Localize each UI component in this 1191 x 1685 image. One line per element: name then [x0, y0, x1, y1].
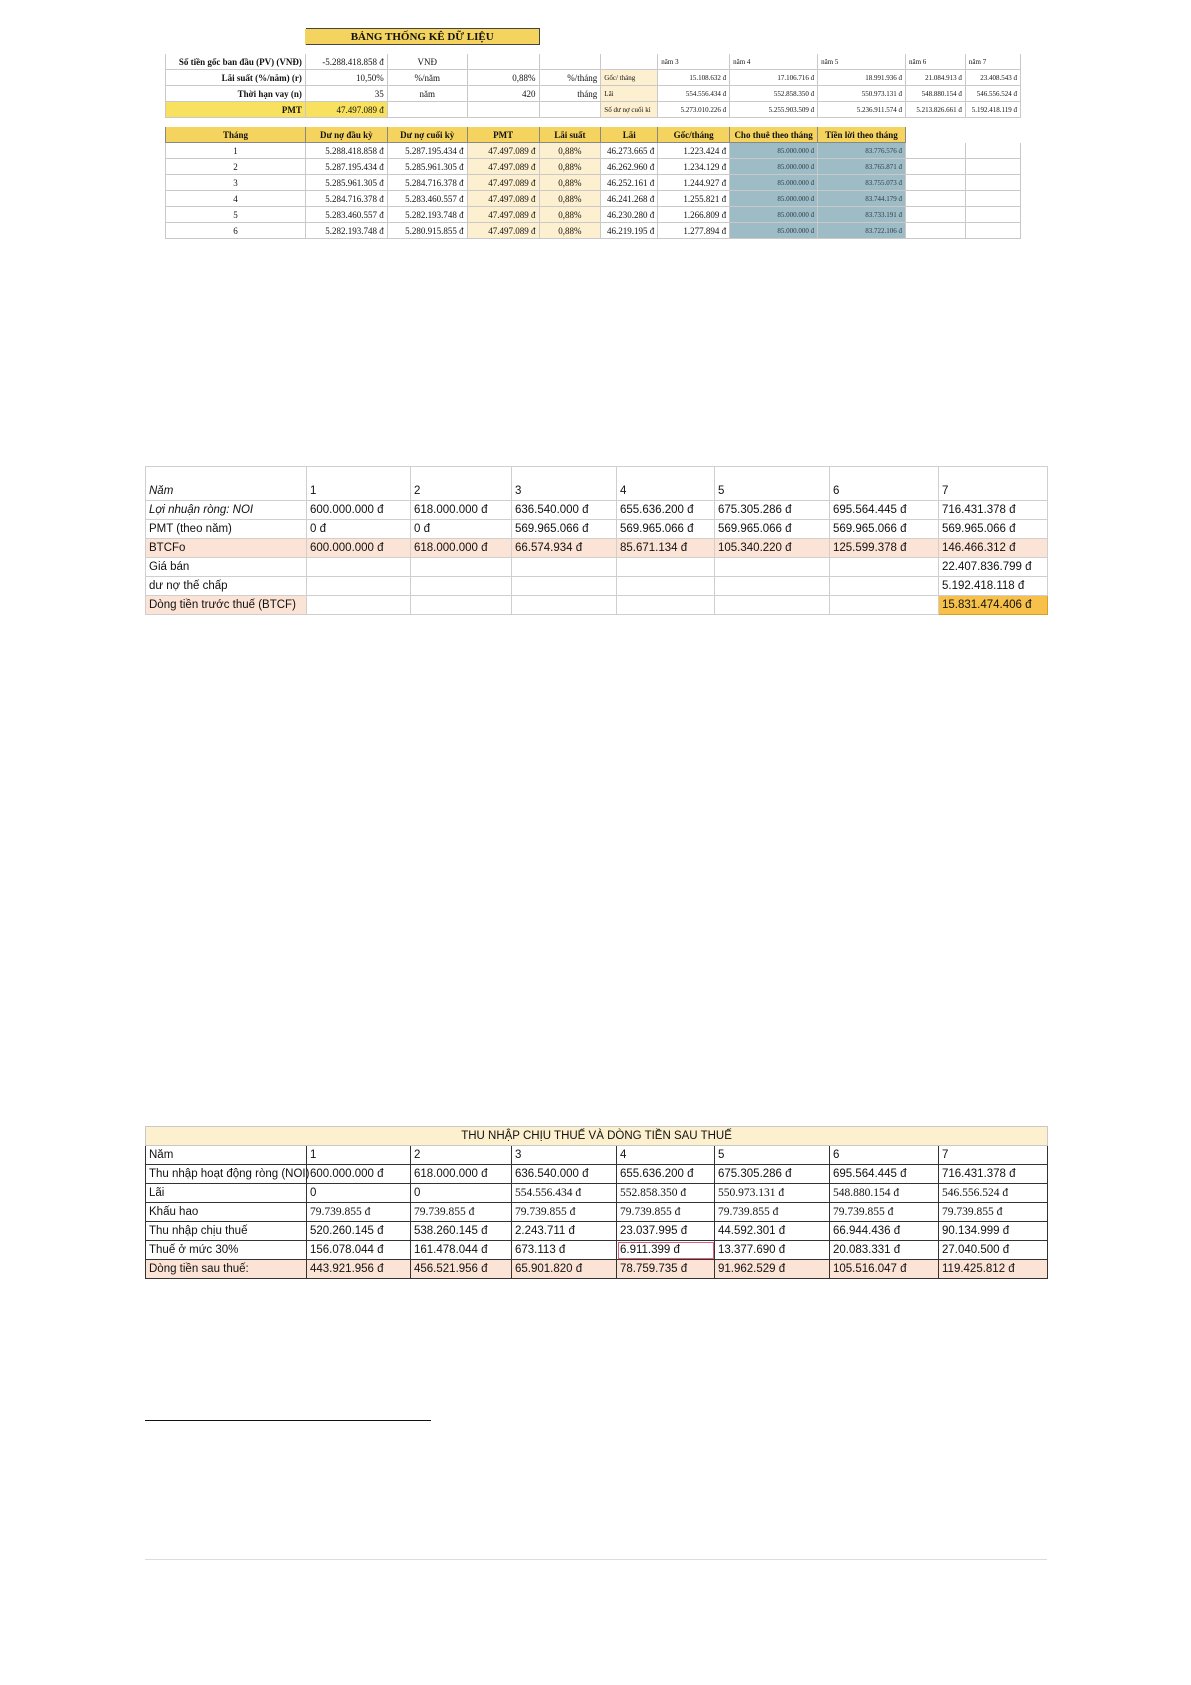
schedule-cell[interactable]: 83.765.871 đ	[818, 159, 906, 175]
table-cell[interactable]: 79.739.855 đ	[617, 1203, 715, 1222]
schedule-cell[interactable]: 85.000.000 đ	[730, 143, 818, 159]
table-cell: Thuế ở mức 30%	[146, 1241, 307, 1260]
schedule-cell[interactable]: 85.000.000 đ	[730, 207, 818, 223]
schedule-header: Cho thuê theo tháng	[730, 127, 818, 143]
table-cell[interactable]: 552.858.350 đ	[617, 1184, 715, 1203]
schedule-cell[interactable]: 5.283.460.557 đ	[305, 207, 387, 223]
btcf-sale-row	[146, 558, 1048, 577]
schedule-header: Tháng	[166, 127, 306, 143]
table-cell: Giá bán	[146, 558, 307, 577]
table-cell[interactable]: 618.000.000 đ	[411, 539, 512, 558]
term-value[interactable]: 35	[305, 86, 387, 102]
year-row-label: Số dư nợ cuối kì	[601, 102, 658, 118]
table-cell[interactable]: 0 đ	[411, 520, 512, 539]
schedule-cell[interactable]: 83.722.106 đ	[818, 223, 906, 239]
atcf-header-cell: 4	[617, 1146, 715, 1165]
schedule-cell[interactable]: 46.219.195 đ	[601, 223, 658, 239]
rate-month-value[interactable]: 0,88%	[467, 70, 539, 86]
sheet-title: BẢNG THỐNG KÊ DỮ LIỆU	[305, 29, 539, 45]
atcf-interest-row	[146, 1184, 1048, 1203]
schedule-cell[interactable]: 47.497.089 đ	[467, 191, 539, 207]
atcf-taxable-row	[146, 1222, 1048, 1241]
schedule-header: Gốc/tháng	[658, 127, 730, 143]
atcf-table	[145, 1126, 1048, 1279]
table-cell[interactable]: 79.739.855 đ	[307, 1203, 411, 1222]
table-cell[interactable]: 65.901.820 đ	[512, 1260, 617, 1279]
table-cell[interactable]: 675.305.286 đ	[715, 1165, 830, 1184]
schedule-header: Dư nợ đầu kỳ	[305, 127, 387, 143]
table-cell[interactable]: 695.564.445 đ	[830, 501, 939, 520]
table-cell[interactable]: 618.000.000 đ	[411, 501, 512, 520]
schedule-cell[interactable]: 0,88%	[539, 159, 601, 175]
table-cell: Khấu hao	[146, 1203, 307, 1222]
schedule-header: Dư nợ cuối kỳ	[387, 127, 467, 143]
schedule-row	[166, 159, 1021, 175]
table-cell[interactable]: 636.540.000 đ	[512, 501, 617, 520]
table-cell[interactable]: 569.965.066 đ	[715, 520, 830, 539]
schedule-cell[interactable]: 47.497.089 đ	[467, 223, 539, 239]
schedule-cell[interactable]: 83.755.073 đ	[818, 175, 906, 191]
schedule-cell[interactable]: 1	[166, 143, 306, 159]
schedule-cell[interactable]: 47.497.089 đ	[467, 175, 539, 191]
table-cell[interactable]: 520.260.145 đ	[307, 1222, 411, 1241]
table-cell[interactable]: 66.574.934 đ	[512, 539, 617, 558]
btcf-header-cell: 2	[411, 467, 512, 501]
table-cell[interactable]: 675.305.286 đ	[715, 501, 830, 520]
year-cell[interactable]: 15.108.632 đ	[658, 70, 730, 86]
table-cell[interactable]: 695.564.445 đ	[830, 1165, 939, 1184]
year-cell[interactable]: 5.192.418.119 đ	[965, 102, 1020, 118]
schedule-cell[interactable]: 5.283.460.557 đ	[387, 191, 467, 207]
btcf-header-cell: 6	[830, 467, 939, 501]
rate-label: Lãi suất (%/năm) (r)	[166, 70, 306, 86]
schedule-cell[interactable]: 1.223.424 đ	[658, 143, 730, 159]
pmt-label: PMT	[166, 102, 306, 118]
footnote-separator	[145, 1420, 431, 1421]
year-cell[interactable]: 21.084.913 đ	[905, 70, 965, 86]
rate-value[interactable]: 10,50%	[305, 70, 387, 86]
schedule-cell[interactable]: 5.280.915.855 đ	[387, 223, 467, 239]
table-cell: Thu nhập chịu thuế	[146, 1222, 307, 1241]
table-cell[interactable]: 636.540.000 đ	[512, 1165, 617, 1184]
table-cell[interactable]: 618.000.000 đ	[411, 1165, 512, 1184]
schedule-row	[166, 191, 1021, 207]
pv-label: Số tiền gốc ban đầu (PV) (VNĐ)	[166, 54, 306, 70]
table-cell[interactable]: 79.739.855 đ	[411, 1203, 512, 1222]
table-cell[interactable]: 569.965.066 đ	[617, 520, 715, 539]
term-unit: năm	[387, 86, 467, 102]
table-cell[interactable]: 673.113 đ	[512, 1241, 617, 1260]
btcf-total-row	[146, 596, 1048, 615]
year-cell[interactable]: 5.236.911.574 đ	[818, 102, 906, 118]
table-cell[interactable]: 156.078.044 đ	[307, 1241, 411, 1260]
table-cell[interactable]: 600.000.000 đ	[307, 501, 411, 520]
atcf-header-cell: 1	[307, 1146, 411, 1165]
year-cell[interactable]: 554.556.434 đ	[658, 86, 730, 102]
year-header: năm 6	[905, 54, 965, 70]
table-cell[interactable]: 569.965.066 đ	[512, 520, 617, 539]
term-months-unit: tháng	[539, 86, 601, 102]
table-cell[interactable]: 716.431.378 đ	[939, 501, 1048, 520]
btcf-header-cell: Năm	[146, 467, 307, 501]
schedule-cell[interactable]: 46.273.665 đ	[601, 143, 658, 159]
schedule-header: Lãi suất	[539, 127, 601, 143]
atcf-title: THU NHẬP CHỊU THUẾ VÀ DÒNG TIỀN SAU THUẾ	[146, 1127, 1048, 1146]
table-cell[interactable]: 79.739.855 đ	[715, 1203, 830, 1222]
atcf-depreciation-row	[146, 1203, 1048, 1222]
table-cell: BTCFo	[146, 539, 307, 558]
schedule-cell[interactable]: 47.497.089 đ	[467, 159, 539, 175]
schedule-cell[interactable]: 85.000.000 đ	[730, 191, 818, 207]
schedule-cell[interactable]: 46.230.280 đ	[601, 207, 658, 223]
table-cell[interactable]: 548.880.154 đ	[830, 1184, 939, 1203]
term-months-value[interactable]: 420	[467, 86, 539, 102]
schedule-cell[interactable]: 0,88%	[539, 175, 601, 191]
atcf-total-row	[146, 1260, 1048, 1279]
schedule-header: Lãi	[601, 127, 658, 143]
schedule-cell[interactable]: 2	[166, 159, 306, 175]
atcf-header-cell: 3	[512, 1146, 617, 1165]
table-cell[interactable]: 66.944.436 đ	[830, 1222, 939, 1241]
table-cell: dư nợ thế chấp	[146, 577, 307, 596]
year-row-label: Lãi	[601, 86, 658, 102]
table-cell: PMT (theo năm)	[146, 520, 307, 539]
btcf-btcfo-row	[146, 539, 1048, 558]
schedule-row	[166, 207, 1021, 223]
schedule-cell[interactable]: 5.282.193.748 đ	[305, 223, 387, 239]
btcf-header-cell: 1	[307, 467, 411, 501]
schedule-cell[interactable]: 47.497.089 đ	[467, 207, 539, 223]
schedule-cell[interactable]: 5.287.195.434 đ	[387, 143, 467, 159]
table-cell[interactable]: 15.831.474.406 đ	[939, 596, 1048, 615]
table-cell[interactable]: 655.636.200 đ	[617, 501, 715, 520]
atcf-noi-row	[146, 1165, 1048, 1184]
atcf-header-row	[146, 1146, 1048, 1165]
schedule-header: PMT	[467, 127, 539, 143]
schedule-cell[interactable]: 83.733.191 đ	[818, 207, 906, 223]
year-cell[interactable]: 5.255.903.509 đ	[730, 102, 818, 118]
atcf-header-cell: 2	[411, 1146, 512, 1165]
year-cell[interactable]: 5.273.010.226 đ	[658, 102, 730, 118]
table-cell[interactable]: 0 đ	[307, 520, 411, 539]
schedule-cell[interactable]: 85.000.000 đ	[730, 159, 818, 175]
schedule-row	[166, 223, 1021, 239]
table-cell[interactable]: 2.243.711 đ	[512, 1222, 617, 1241]
pmt-value[interactable]: 47.497.089 đ	[305, 102, 387, 118]
year-cell[interactable]: 548.880.154 đ	[905, 86, 965, 102]
table-cell[interactable]: 569.965.066 đ	[939, 520, 1048, 539]
schedule-row	[166, 175, 1021, 191]
year-row-label: Gốc/ tháng	[601, 70, 658, 86]
atcf-tax-row	[146, 1241, 1048, 1260]
table-cell[interactable]: 44.592.301 đ	[715, 1222, 830, 1241]
table-cell[interactable]: 22.407.836.799 đ	[939, 558, 1048, 577]
table-cell[interactable]: 90.134.999 đ	[939, 1222, 1048, 1241]
btcf-mortgage-row	[146, 577, 1048, 596]
table-cell[interactable]: 0	[307, 1184, 411, 1203]
table-cell[interactable]: 78.759.735 đ	[617, 1260, 715, 1279]
table-cell[interactable]: 550.973.131 đ	[715, 1184, 830, 1203]
table-cell[interactable]: 79.739.855 đ	[830, 1203, 939, 1222]
table-cell[interactable]: 5.192.418.118 đ	[939, 577, 1048, 596]
table-cell: Lãi	[146, 1184, 307, 1203]
rate-unit: %/năm	[387, 70, 467, 86]
table-cell[interactable]: 554.556.434 đ	[512, 1184, 617, 1203]
table-cell[interactable]: 20.083.331 đ	[830, 1241, 939, 1260]
schedule-cell[interactable]: 1.266.809 đ	[658, 207, 730, 223]
schedule-cell[interactable]: 5.285.961.305 đ	[387, 159, 467, 175]
table-cell[interactable]: 146.466.312 đ	[939, 539, 1048, 558]
btcf-header-row	[146, 467, 1048, 501]
schedule-cell[interactable]: 83.776.576 đ	[818, 143, 906, 159]
schedule-row	[166, 143, 1021, 159]
selected-cell[interactable]: 6.911.399 đ	[617, 1241, 715, 1260]
schedule-cell[interactable]: 46.252.161 đ	[601, 175, 658, 191]
schedule-cell[interactable]: 0,88%	[539, 191, 601, 207]
loan-data-sheet-screenshot	[165, 28, 1021, 236]
pv-value[interactable]: -5.288.418.858 đ	[305, 54, 387, 70]
year-cell[interactable]: 17.106.716 đ	[730, 70, 818, 86]
year-header: năm 5	[818, 54, 906, 70]
btcf-header-cell: 5	[715, 467, 830, 501]
schedule-cell[interactable]: 5.284.716.378 đ	[387, 175, 467, 191]
table-cell[interactable]: 125.599.378 đ	[830, 539, 939, 558]
schedule-cell[interactable]: 0,88%	[539, 223, 601, 239]
schedule-cell[interactable]: 1.234.129 đ	[658, 159, 730, 175]
year-cell[interactable]: 23.408.543 đ	[965, 70, 1020, 86]
term-label: Thời hạn vay (n)	[166, 86, 306, 102]
schedule-cell[interactable]: 5	[166, 207, 306, 223]
table-cell[interactable]: 600.000.000 đ	[307, 539, 411, 558]
schedule-cell[interactable]: 5.288.418.858 đ	[305, 143, 387, 159]
year-cell[interactable]: 5.213.826.661 đ	[905, 102, 965, 118]
btcf-header-cell: 3	[512, 467, 617, 501]
schedule-cell[interactable]: 0,88%	[539, 207, 601, 223]
schedule-cell[interactable]: 0,88%	[539, 143, 601, 159]
table-cell[interactable]: 538.260.145 đ	[411, 1222, 512, 1241]
btcf-table	[145, 466, 1048, 615]
loan-data-table	[165, 28, 1021, 239]
table-cell[interactable]: 105.516.047 đ	[830, 1260, 939, 1279]
year-cell[interactable]: 546.556.524 đ	[965, 86, 1020, 102]
schedule-cell[interactable]: 5.285.961.305 đ	[305, 175, 387, 191]
table-cell[interactable]: 23.037.995 đ	[617, 1222, 715, 1241]
atcf-header-cell: 5	[715, 1146, 830, 1165]
table-cell[interactable]: 600.000.000 đ	[307, 1165, 411, 1184]
year-header: năm 3	[658, 54, 730, 70]
table-cell[interactable]: 546.556.524 đ	[939, 1184, 1048, 1203]
schedule-header: Tiền lời theo tháng	[818, 127, 906, 143]
atcf-header-cell: 7	[939, 1146, 1048, 1165]
atcf-header-cell: Năm	[146, 1146, 307, 1165]
schedule-cell[interactable]: 5.287.195.434 đ	[305, 159, 387, 175]
table-cell[interactable]: 91.962.529 đ	[715, 1260, 830, 1279]
schedule-cell[interactable]: 46.241.268 đ	[601, 191, 658, 207]
btcf-header-cell: 4	[617, 467, 715, 501]
schedule-cell[interactable]: 46.262.960 đ	[601, 159, 658, 175]
table-cell[interactable]: 456.521.956 đ	[411, 1260, 512, 1279]
table-cell[interactable]: 0	[411, 1184, 512, 1203]
btcf-header-cell: 7	[939, 467, 1048, 501]
schedule-cell[interactable]: 3	[166, 175, 306, 191]
table-cell[interactable]: 443.921.956 đ	[307, 1260, 411, 1279]
schedule-cell[interactable]: 4	[166, 191, 306, 207]
table-cell: Dòng tiền trước thuế (BTCF)	[146, 596, 307, 615]
schedule-cell[interactable]: 5.282.193.748 đ	[387, 207, 467, 223]
pv-unit: VNĐ	[387, 54, 467, 70]
table-cell[interactable]: 79.739.855 đ	[939, 1203, 1048, 1222]
table-cell: Dòng tiền sau thuế:	[146, 1260, 307, 1279]
schedule-cell[interactable]: 1.277.894 đ	[658, 223, 730, 239]
table-cell: Thu nhập hoạt động ròng (NOI)	[146, 1165, 307, 1184]
btcf-noi-row	[146, 501, 1048, 520]
table-cell: Lợi nhuận ròng: NOI	[146, 501, 307, 520]
table-cell[interactable]: 569.965.066 đ	[830, 520, 939, 539]
schedule-cell[interactable]: 85.000.000 đ	[730, 223, 818, 239]
btcf-pmt-row	[146, 520, 1048, 539]
year-header: năm 7	[965, 54, 1020, 70]
rate-month-unit: %/tháng	[539, 70, 601, 86]
year-cell[interactable]: 18.991.936 đ	[818, 70, 906, 86]
schedule-cell[interactable]: 83.744.179 đ	[818, 191, 906, 207]
table-cell[interactable]: 119.425.812 đ	[939, 1260, 1048, 1279]
atcf-header-cell: 6	[830, 1146, 939, 1165]
table-cell[interactable]: 716.431.378 đ	[939, 1165, 1048, 1184]
schedule-cell[interactable]: 6	[166, 223, 306, 239]
schedule-cell[interactable]: 1.255.821 đ	[658, 191, 730, 207]
table-cell[interactable]: 79.739.855 đ	[512, 1203, 617, 1222]
schedule-cell[interactable]: 1.244.927 đ	[658, 175, 730, 191]
table-cell[interactable]: 655.636.200 đ	[617, 1165, 715, 1184]
table-cell[interactable]: 85.671.134 đ	[617, 539, 715, 558]
page-bottom-rule	[145, 1559, 1047, 1560]
year-cell[interactable]: 550.973.131 đ	[818, 86, 906, 102]
table-cell[interactable]: 13.377.690 đ	[715, 1241, 830, 1260]
schedule-cell[interactable]: 5.284.716.378 đ	[305, 191, 387, 207]
schedule-cell[interactable]: 85.000.000 đ	[730, 175, 818, 191]
year-cell[interactable]: 552.858.350 đ	[730, 86, 818, 102]
year-header: năm 4	[730, 54, 818, 70]
table-cell[interactable]: 27.040.500 đ	[939, 1241, 1048, 1260]
schedule-cell[interactable]: 47.497.089 đ	[467, 143, 539, 159]
table-cell[interactable]: 161.478.044 đ	[411, 1241, 512, 1260]
table-cell[interactable]: 105.340.220 đ	[715, 539, 830, 558]
